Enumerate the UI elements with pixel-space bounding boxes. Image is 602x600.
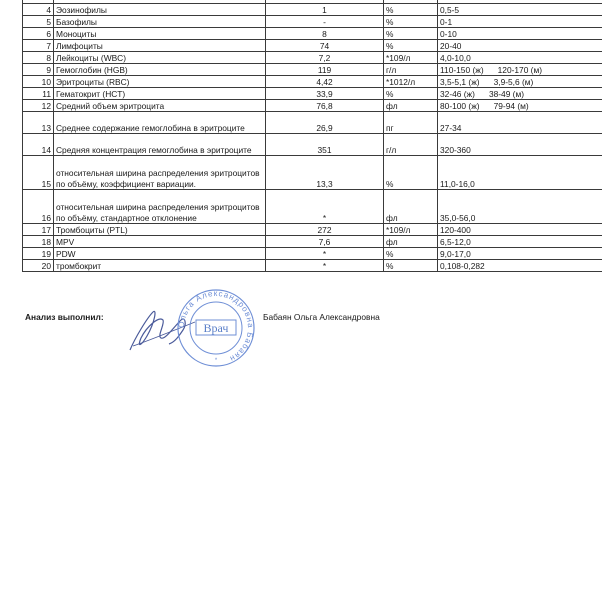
table-row [23,28,602,40]
signature-block [0,290,602,380]
reference-range-text: 0-1 [440,16,453,27]
unit-text: пг [386,122,394,133]
row-number-text: 4 [46,4,51,15]
table-row [23,134,602,156]
reference-range [438,112,602,134]
parameter-name-text: Эритроциты (RBC) [56,76,130,87]
parameter-name-text: Средний объем эритроцита [56,100,165,111]
result-value [266,156,384,190]
reference-range-text: 9,0-17,0 [440,248,471,259]
reference-range-male: 3,9-5,6 (м) [493,76,534,87]
result-value-text: - [323,16,326,27]
reference-range [438,190,602,224]
reference-range-text: 0,5-5 [440,4,460,15]
reference-range-text: 6,5-12,0 [440,236,471,247]
row-number-text: 8 [46,52,51,63]
reference-range-text: 80-100 (ж) [440,100,480,111]
row-number [23,260,54,272]
result-value-text: 119 [317,64,332,75]
parameter-name [54,64,266,76]
table-row [23,260,602,272]
stamp-center-text: Врач [203,321,229,335]
blood-test-results-table [22,0,602,272]
result-value [266,76,384,88]
row-number-text: 15 [41,178,51,189]
result-value-text: 351 [317,144,332,155]
parameter-name-text: относительная ширина распределения эритроцитов по объёму, стандартное отклонение [56,202,260,223]
parameter-name-text: PDW [56,248,76,259]
doctor-stamp-icon [172,288,260,368]
performed-by-label: Анализ выполнил: [25,312,104,322]
row-number [23,134,54,156]
result-value-text: 4,42 [316,76,333,87]
result-value [266,4,384,16]
unit-text: фл [386,212,398,223]
unit-text: % [386,4,394,15]
row-number [23,76,54,88]
reference-range [438,134,602,156]
table-row [23,112,602,134]
row-number-text: 17 [41,224,51,235]
parameter-name [54,156,266,190]
unit [384,156,438,190]
reference-range-text: 20-40 [440,40,462,51]
parameter-name [54,260,266,272]
result-value-text: 1 [322,4,327,15]
unit-text: % [386,40,394,51]
parameter-name [54,76,266,88]
row-number-text: 12 [41,100,51,111]
parameter-name-text: Средняя концентрация гемоглобина в эритроците [56,144,252,155]
reference-range-male: 38-49 (м) [488,88,525,99]
reference-range-text: 4,0-10,0 [440,52,471,63]
reference-range-text: 320-360 [440,144,471,155]
unit [384,40,438,52]
unit-text: фл [386,100,398,111]
reference-range-text: 0-10 [440,28,457,39]
result-value [266,16,384,28]
table-row [23,52,602,64]
row-number-text: 9 [46,64,51,75]
unit [384,112,438,134]
reference-range [438,236,602,248]
row-number [23,236,54,248]
result-value [266,88,384,100]
parameter-name [54,248,266,260]
reference-range-text: 3,5-5,1 (ж) [440,76,480,87]
parameter-name [54,134,266,156]
unit-text: % [386,260,394,271]
result-value-text: 26,9 [316,122,333,133]
unit-text: % [386,88,394,99]
reference-range [438,52,602,64]
row-number [23,52,54,64]
result-value [266,260,384,272]
result-value-text: 74 [319,40,330,51]
unit [384,134,438,156]
row-number-text: 14 [41,144,51,155]
result-value [266,248,384,260]
parameter-name [54,236,266,248]
unit-text: *1012/л [386,76,416,87]
result-value [266,112,384,134]
row-number [23,4,54,16]
reference-range-text: 32-46 (ж) [440,88,475,99]
table-row [23,16,602,28]
table-row [23,100,602,112]
parameter-name [54,88,266,100]
row-number-text: 10 [41,76,51,87]
unit [384,190,438,224]
unit [384,52,438,64]
unit [384,16,438,28]
unit [384,260,438,272]
result-value [266,134,384,156]
result-value-text: 7,2 [318,52,331,63]
unit [384,236,438,248]
parameter-name-text: Эозинофилы [56,4,107,15]
parameter-name-text: Гемоглобин (HGB) [56,64,128,75]
result-value-text: 76,8 [316,100,333,111]
unit-text: фл [386,236,398,247]
table-row [23,64,602,76]
reference-range [438,224,602,236]
row-number [23,40,54,52]
result-value-text: 7,6 [318,236,331,247]
parameter-name [54,100,266,112]
unit-text: % [386,16,394,27]
reference-range-male: 120-170 (м) [497,64,543,75]
table-row [23,76,602,88]
stamp-ring-text: Ольга Александровна Бабаян [176,288,256,364]
row-number-text: 19 [41,248,51,259]
parameter-name-text: тромбокрит [56,260,102,271]
table-row [23,4,602,16]
table-row [23,156,602,190]
result-value-text: * [322,248,327,259]
table-row [23,224,602,236]
unit [384,76,438,88]
unit [384,64,438,76]
result-value-text: * [322,260,327,271]
parameter-name-text: Базофилы [56,16,97,27]
parameter-name [54,190,266,224]
reference-range-text: 35,0-56,0 [440,212,476,223]
row-number [23,88,54,100]
row-number-text: 6 [46,28,51,39]
row-number [23,190,54,224]
reference-range-text: 110-150 (ж) [440,64,484,75]
reference-range-text: 27-34 [440,122,462,133]
unit [384,4,438,16]
reference-range [438,64,602,76]
reference-range-text: 120-400 [440,224,471,235]
unit [384,224,438,236]
row-number [23,248,54,260]
reference-range [438,76,602,88]
reference-range [438,156,602,190]
svg-text:*: * [214,358,218,364]
table-row [23,248,602,260]
reference-range-male: 79-94 (м) [493,100,529,111]
row-number-text: 13 [41,122,51,133]
parameter-name [54,224,266,236]
result-value-text: 8 [322,28,327,39]
result-value [266,28,384,40]
reference-range [438,4,602,16]
table-row [23,236,602,248]
result-value [266,236,384,248]
reference-range [438,248,602,260]
result-value-text: 13,3 [316,178,333,189]
parameter-name-text: MPV [56,236,75,247]
result-value-text: * [322,212,327,223]
reference-range [438,88,602,100]
unit [384,88,438,100]
doctor-name: Бабаян Ольга Александровна [263,312,380,322]
parameter-name-text: Лимфоциты [56,40,103,51]
row-number-text: 11 [42,88,51,99]
unit [384,248,438,260]
result-value [266,100,384,112]
result-value [266,64,384,76]
row-number-text: 7 [46,40,51,51]
row-number [23,64,54,76]
row-number-text: 16 [41,212,51,223]
reference-range [438,16,602,28]
parameter-name-text: Среднее содержание гемоглобина в эритроците [56,122,245,133]
row-number-text: 20 [41,260,51,271]
row-number [23,16,54,28]
parameter-name-text: относительная ширина распределения эритроцитов по объёму, коэффициент вариации. [56,168,260,189]
reference-range [438,28,602,40]
result-value-text: 272 [317,224,332,235]
unit-text: % [386,178,394,189]
row-number [23,112,54,134]
unit-text: % [386,28,394,39]
unit-text: г/л [386,64,397,75]
parameter-name [54,28,266,40]
row-number-text: 18 [41,236,51,247]
row-number [23,224,54,236]
unit [384,28,438,40]
row-number-text: 5 [46,16,51,27]
parameter-name [54,40,266,52]
result-value [266,190,384,224]
row-number [23,156,54,190]
parameter-name [54,52,266,64]
parameter-name [54,112,266,134]
result-value [266,224,384,236]
reference-range [438,40,602,52]
row-number [23,100,54,112]
parameter-name-text: Лейкоциты (WBC) [56,52,127,63]
unit [384,100,438,112]
reference-range [438,260,602,272]
parameter-name [54,4,266,16]
table-row [23,190,602,224]
result-value [266,52,384,64]
parameter-name-text: Моноциты [56,28,97,39]
result-value-text: 33,9 [316,88,333,99]
row-number [23,28,54,40]
unit-text: *109/л [386,224,411,235]
parameter-name-text: Гематокрит (HCT) [56,88,126,99]
reference-range-text: 0,108-0,282 [440,260,485,271]
unit-text: % [386,248,394,259]
parameter-name [54,16,266,28]
reference-range [438,100,602,112]
result-value [266,40,384,52]
table-row [23,40,602,52]
reference-range-text: 11,0-16,0 [440,178,475,189]
table-row [23,88,602,100]
unit-text: *109/л [386,52,411,63]
unit-text: г/л [386,144,397,155]
parameter-name-text: Тромбоциты (PTL) [56,224,128,235]
